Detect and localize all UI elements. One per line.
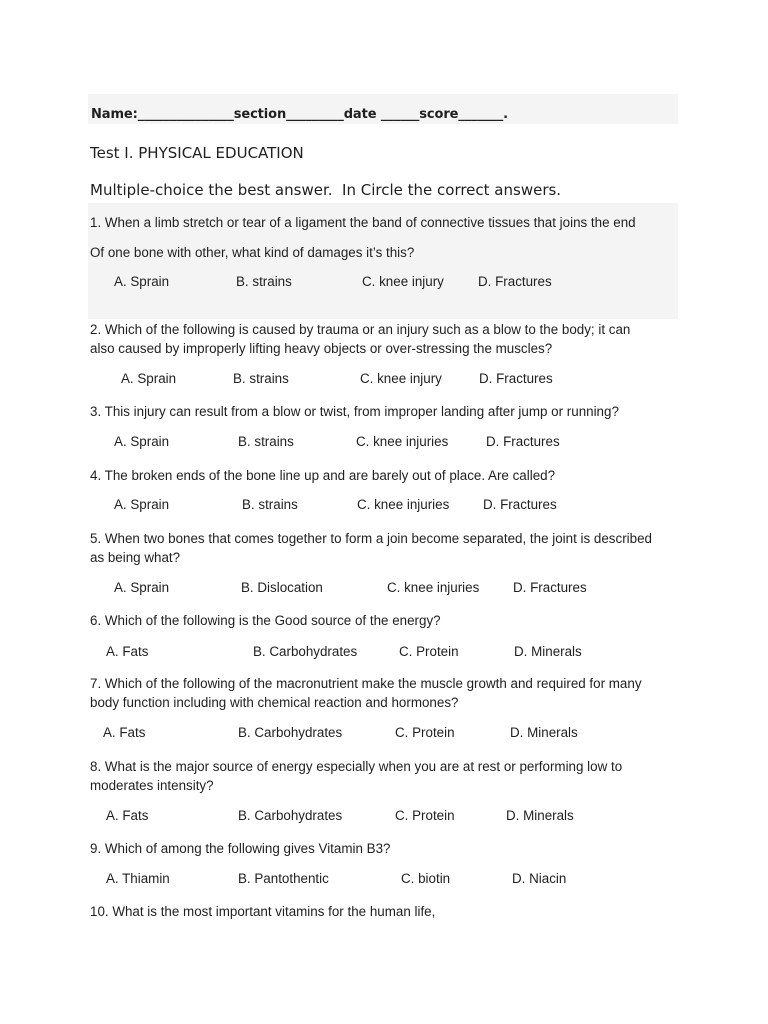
question-5-option-d[interactable]: D. Fractures [513, 580, 587, 595]
question-4-option-c[interactable]: C. knee injuries [357, 497, 450, 512]
question-8-line-2: moderates intensity? [90, 778, 214, 793]
question-2-option-b[interactable]: B. strains [233, 371, 289, 386]
question-4-option-a[interactable]: A. Sprain [114, 497, 170, 512]
question-9-option-d[interactable]: D. Niacin [512, 871, 567, 886]
question-6-option-b[interactable]: B. Carbohydrates [253, 644, 358, 659]
question-1-line-2: Of one bone with other, what kind of damages it’s this? [90, 245, 415, 260]
question-1-option-d[interactable]: D. Fractures [478, 274, 552, 289]
question-7-line-2: body function including with chemical reaction and hormones? [90, 695, 459, 710]
question-1-option-a[interactable]: A. Sprain [114, 274, 170, 289]
question-5-option-a[interactable]: A. Sprain [114, 580, 170, 595]
question-6-line-1: 6. Which of the following is the Good source of the energy? [90, 613, 441, 628]
question-1-line-1: 1. When a limb stretch or tear of a ligament the band of connective tissues that joins the end [90, 215, 636, 230]
question-10-line-1: 10. What is the most important vitamins for the human life, [90, 904, 436, 919]
question-8-line-1: 8. What is the major source of energy especially when you are at rest or performing low to [90, 759, 623, 774]
question-7-option-d[interactable]: D. Minerals [510, 725, 578, 740]
question-2-option-a[interactable]: A. Sprain [121, 371, 177, 386]
question-8-option-d[interactable]: D. Minerals [506, 808, 574, 823]
question-3-line-1: 3. This injury can result from a blow or twist, from improper landing after jump or running? [90, 404, 619, 419]
question-8-option-b[interactable]: B. Carbohydrates [238, 808, 343, 823]
question-7-option-c[interactable]: C. Protein [395, 725, 455, 740]
test-title: Test I. PHYSICAL EDUCATION [90, 144, 304, 162]
question-3-option-d[interactable]: D. Fractures [486, 434, 560, 449]
question-9-line-1: 9. Which of among the following gives Vitamin B3? [90, 841, 391, 856]
question-5-line-1: 5. When two bones that comes together to form a join become separated, the joint is described [90, 531, 652, 546]
question-7-line-1: 7. Which of the following of the macronutrient make the muscle growth and required for many [90, 676, 642, 691]
question-2-option-c[interactable]: C. knee injury [360, 371, 442, 386]
question-2-option-d[interactable]: D. Fractures [479, 371, 553, 386]
question-5-line-2: as being what? [90, 550, 181, 565]
question-4-option-b[interactable]: B. strains [242, 497, 298, 512]
question-3-option-a[interactable]: A. Sprain [114, 434, 170, 449]
question-4-option-d[interactable]: D. Fractures [483, 497, 557, 512]
question-1-option-c[interactable]: C. knee injury [362, 274, 444, 289]
question-5-option-b[interactable]: B. Dislocation [241, 580, 323, 595]
question-2-line-2: also caused by improperly lifting heavy objects or over-stressing the muscles? [90, 341, 553, 356]
instructions: Multiple-choice the best answer. In Circle the correct answers. [90, 181, 562, 199]
question-5-option-c[interactable]: C. knee injuries [387, 580, 480, 595]
question-4-line-1: 4. The broken ends of the bone line up and are barely out of place. Are called? [90, 468, 556, 483]
question-2-line-1: 2. Which of the following is caused by trauma or an injury such as a blow to the body; it can [90, 322, 631, 337]
question-6-option-a[interactable]: A. Fats [106, 644, 149, 659]
question-3-option-b[interactable]: B. strains [238, 434, 294, 449]
question-1-option-b[interactable]: B. strains [236, 274, 292, 289]
question-8-option-a[interactable]: A. Fats [106, 808, 149, 823]
question-8-option-c[interactable]: C. Protein [395, 808, 455, 823]
question-7-option-a[interactable]: A. Fats [103, 725, 146, 740]
question-7-option-b[interactable]: B. Carbohydrates [238, 725, 343, 740]
question-6-option-d[interactable]: D. Minerals [514, 644, 582, 659]
question-9-option-c[interactable]: C. biotin [401, 871, 451, 886]
question-6-option-c[interactable]: C. Protein [399, 644, 459, 659]
question-9-option-b[interactable]: B. Pantothentic [238, 871, 329, 886]
student-info-line: Name:_______________section_________date ______score_______. [91, 107, 509, 122]
question-9-option-a[interactable]: A. Thiamin [106, 871, 170, 886]
question-3-option-c[interactable]: C. knee injuries [356, 434, 449, 449]
